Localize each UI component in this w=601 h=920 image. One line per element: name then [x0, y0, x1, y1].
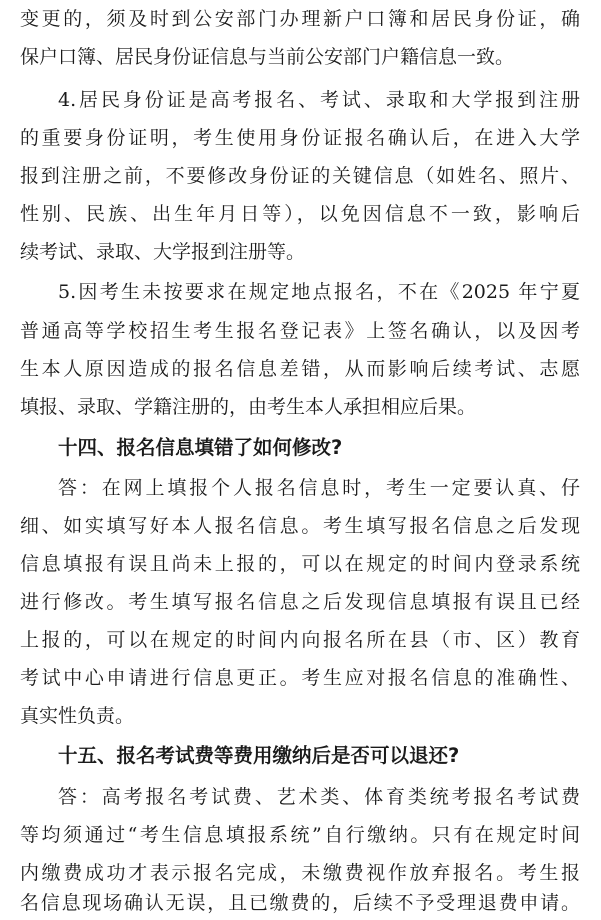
paragraph-line: 报到注册之前，不要修改身份证的关键信息（如姓名、照片、: [20, 165, 580, 187]
paragraph-line: 性别、民族、出生年月日等），以免因信息不一致，影响后: [20, 203, 580, 225]
paragraph-line: 内缴费成功才表示报名完成，未缴费视作放弃报名。考生报: [20, 862, 580, 884]
paragraph-line: 填报、录取、学籍注册的，由考生本人承担相应后果。: [20, 396, 477, 418]
section-heading-14: 十四、报名信息填错了如何修改?: [58, 436, 343, 459]
paragraph-line: 上报的，可以在规定的时间内向报名所在县（市、区）教育: [20, 629, 580, 651]
paragraph-line: 答：高考报名考试费、艺术类、体育类统考报名考试费: [58, 786, 580, 808]
paragraph-line: 等均须通过“考生信息填报系统”自行缴纳。只有在规定时间: [20, 824, 580, 846]
paragraph-line: 变更的，须及时到公安部门办理新户口簿和居民身份证，确: [20, 8, 580, 30]
paragraph-line: 名信息现场确认无误，且已缴费的，后续不予受理退费申请。: [20, 892, 580, 914]
paragraph-line: 5.因考生未按要求在规定地点报名，不在《2025 年宁夏: [58, 281, 580, 303]
paragraph-line: 4.居民身份证是高考报名、考试、录取和大学报到注册: [58, 89, 580, 111]
paragraph-line: 的重要身份证明，考生使用身份证报名确认后，在进入大学: [20, 127, 580, 149]
paragraph-line: 进行修改。考生填写报名信息之后发现信息填报有误且已经: [20, 591, 580, 613]
section-heading-15: 十五、报名考试费等费用缴纳后是否可以退还?: [58, 744, 460, 767]
paragraph-line: 考试中心申请进行信息更正。考生应对报名信息的准确性、: [20, 667, 580, 689]
paragraph-line: 保户口簿、居民身份证信息与当前公安部门户籍信息一致。: [20, 46, 515, 68]
paragraph-line: 细、如实填写好本人报名信息。考生填写报名信息之后发现: [20, 515, 580, 537]
paragraph-line: 生本人原因造成的报名信息差错，从而影响后续考试、志愿: [20, 358, 580, 380]
paragraph-line: 信息填报有误且尚未上报的，可以在规定的时间内登录系统: [20, 553, 580, 575]
paragraph-line: 真实性负责。: [20, 705, 135, 727]
paragraph-line: 答：在网上填报个人报名信息时，考生一定要认真、仔: [58, 477, 580, 499]
paragraph-line: 普通高等学校招生考生报名登记表》上签名确认，以及因考: [20, 320, 580, 342]
paragraph-line: 续考试、录取、大学报到注册等。: [20, 241, 306, 263]
